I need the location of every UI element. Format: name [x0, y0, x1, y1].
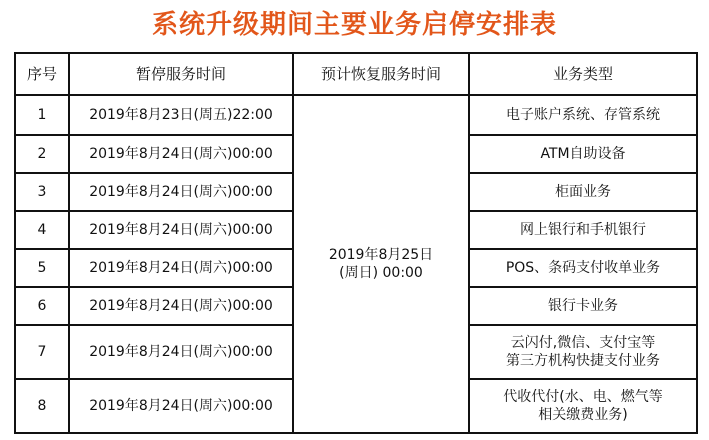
row-pause-time: 2019年8月24日(周六)00:00	[69, 173, 293, 211]
row-business-type	[469, 249, 697, 287]
row-pause-time: 2019年8月24日(周六)00:00	[69, 249, 293, 287]
header-pause-time: 暂停服务时间	[69, 53, 293, 95]
row-pause-time: 2019年8月24日(周六)00:00	[69, 135, 293, 173]
row-pause-time: 2019年8月24日(周六)00:00	[69, 325, 293, 379]
table-header-row	[15, 53, 697, 95]
business-type-line: 代收代付(水、电、燃气等	[503, 389, 663, 405]
business-type-line: 电子账户系统、存管系统	[506, 107, 660, 123]
business-type-line: 银行卡业务	[548, 298, 618, 314]
row-pause-time: 2019年8月24日(周六)00:00	[69, 211, 293, 249]
row-seq: 4	[15, 211, 69, 249]
business-type-line: 柜面业务	[555, 184, 611, 200]
row-business-type	[469, 95, 697, 135]
row-business-type	[469, 379, 697, 433]
row-business-type	[469, 135, 697, 173]
row-seq: 2	[15, 135, 69, 173]
header-business-type: 业务类型	[469, 53, 697, 95]
row-pause-time: 2019年8月24日(周六)00:00	[69, 379, 293, 433]
header-restore-time: 预计恢复服务时间	[293, 53, 469, 95]
row-seq: 5	[15, 249, 69, 287]
schedule-table	[14, 52, 698, 434]
business-type-line: 云闪付,微信、支付宝等	[510, 335, 656, 351]
header-seq: 序号	[15, 53, 69, 95]
row-business-type	[469, 211, 697, 249]
row-seq: 1	[15, 95, 69, 135]
row-business-type	[469, 173, 697, 211]
business-type-line: ATM自助设备	[540, 146, 626, 162]
business-type-line: 第三方机构快捷支付业务	[506, 353, 660, 369]
row-business-type	[469, 287, 697, 325]
restore-day-time: (周日) 00:00	[339, 265, 423, 281]
business-type-line: POS、条码支付收单业务	[505, 260, 661, 276]
row-business-type	[469, 325, 697, 379]
row-pause-time: 2019年8月23日(周五)22:00	[69, 95, 293, 135]
restore-time-cell	[293, 95, 469, 433]
row-pause-time: 2019年8月24日(周六)00:00	[69, 287, 293, 325]
row-seq: 3	[15, 173, 69, 211]
row-seq: 6	[15, 287, 69, 325]
row-seq: 8	[15, 379, 69, 433]
restore-date: 2019年8月25日	[328, 247, 434, 263]
page-title: 系统升级期间主要业务启停安排表	[151, 10, 557, 40]
business-type-line: 网上银行和手机银行	[520, 222, 646, 238]
business-type-line: 相关缴费业务)	[538, 407, 628, 423]
table-row	[15, 95, 697, 135]
row-seq: 7	[15, 325, 69, 379]
